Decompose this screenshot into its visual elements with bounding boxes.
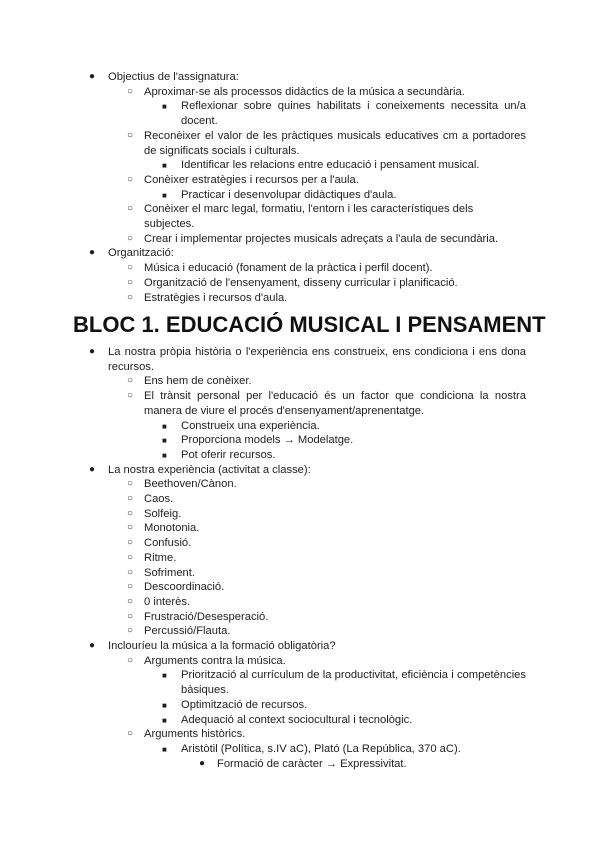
list-item bbox=[0, 463, 600, 478]
list-item bbox=[0, 448, 600, 463]
list-item-text: Organització: bbox=[108, 247, 174, 260]
list-item-text: Frustració/Desesperació. bbox=[144, 610, 269, 623]
list-item-text: Sofriment. bbox=[144, 566, 195, 579]
bullet-circle: ○ bbox=[127, 203, 134, 215]
bullet-square: ■ bbox=[162, 744, 167, 754]
list-item bbox=[0, 129, 600, 158]
list-item bbox=[0, 419, 600, 434]
list-item bbox=[0, 580, 600, 595]
list-item bbox=[0, 624, 600, 639]
list-item bbox=[0, 345, 600, 374]
bullet-circle: ○ bbox=[127, 375, 134, 387]
bullet-square: ■ bbox=[162, 436, 167, 446]
bullet-disc: ● bbox=[89, 463, 96, 475]
bullet-circle: ○ bbox=[127, 551, 134, 563]
list-item bbox=[0, 246, 600, 261]
list-item bbox=[0, 70, 600, 85]
bullet-circle: ○ bbox=[127, 291, 134, 303]
bullet-circle: ○ bbox=[127, 581, 134, 593]
list-item bbox=[0, 742, 600, 757]
list-item bbox=[0, 261, 600, 276]
bullet-square: ■ bbox=[162, 190, 167, 200]
list-item bbox=[0, 507, 600, 522]
bloc1-outline bbox=[0, 345, 600, 771]
list-item-text: Conèixer estratègies i recursos per a l'aula. bbox=[144, 173, 359, 186]
list-item bbox=[0, 698, 600, 713]
bullet-circle: ○ bbox=[127, 610, 134, 622]
list-item bbox=[0, 477, 600, 492]
bullet-circle: ○ bbox=[127, 654, 134, 666]
bullet-square: ■ bbox=[162, 700, 167, 710]
bullet-circle: ○ bbox=[127, 276, 134, 288]
bullet-circle: ○ bbox=[127, 522, 134, 534]
list-item-text: Practicar i desenvolupar didàctiques d'aula. bbox=[181, 188, 397, 201]
list-item-text: Monotonia. bbox=[144, 522, 200, 535]
bullet-disc: ● bbox=[199, 757, 206, 769]
bullet-circle: ○ bbox=[127, 595, 134, 607]
list-item-text: Ritme. bbox=[144, 551, 177, 564]
list-item bbox=[0, 713, 600, 728]
bullet-circle: ○ bbox=[127, 390, 134, 402]
list-item-text: El trànsit personal per l'educació és un factor que condiciona la nostra manera de viure el procés d'ensenyament/aprenentatge. bbox=[144, 390, 526, 417]
list-item-text: La nostra experiència (activitat a classe): bbox=[108, 463, 311, 476]
bullet-circle: ○ bbox=[127, 232, 134, 244]
bullet-square: ■ bbox=[162, 450, 167, 460]
list-item bbox=[0, 551, 600, 566]
bullet-square: ■ bbox=[162, 671, 167, 681]
bullet-circle: ○ bbox=[127, 625, 134, 637]
list-item bbox=[0, 757, 600, 772]
bullet-circle: ○ bbox=[127, 85, 134, 97]
list-item-text: Conèixer el marc legal, formatiu, l'entorn i les característiques dels subjectes. bbox=[144, 203, 474, 231]
list-item-text: Formació de caràcter → Expressivitat. bbox=[217, 757, 407, 770]
bullet-disc: ● bbox=[89, 71, 96, 82]
list-item-text: Pot oferir recursos. bbox=[181, 448, 276, 461]
list-item-text: Caos. bbox=[144, 493, 174, 506]
list-item bbox=[0, 521, 600, 536]
list-item bbox=[0, 276, 600, 291]
list-item-text: Aristòtil (Política, s.IV aC), Plató (La República, 370 aC). bbox=[181, 742, 461, 755]
list-item bbox=[0, 433, 600, 448]
list-item bbox=[0, 202, 600, 231]
list-item-text: Confusió. bbox=[144, 537, 192, 550]
bullet-square: ■ bbox=[162, 421, 167, 431]
list-item-text: Adequació al context sociocultural i tecnològic. bbox=[181, 713, 413, 726]
bullet-circle: ○ bbox=[127, 493, 134, 505]
list-item bbox=[0, 188, 600, 203]
list-item bbox=[0, 173, 600, 188]
list-item bbox=[0, 85, 600, 100]
list-item-text: Reflexionar sobre quines habilitats i coneixements necessita un/a docent. bbox=[181, 100, 526, 128]
list-item-text: Proporciona models → Modelatge. bbox=[181, 434, 354, 447]
list-item-text: Música i educació (fonament de la pràctica i perfil docent). bbox=[144, 262, 433, 275]
bullet-circle: ○ bbox=[127, 566, 134, 578]
list-item-text: Optimització de recursos. bbox=[181, 698, 308, 711]
list-item bbox=[0, 639, 600, 654]
bullet-circle: ○ bbox=[127, 537, 134, 549]
list-item-text: Construeix una experiència. bbox=[181, 419, 320, 432]
list-item bbox=[0, 291, 600, 306]
list-item bbox=[0, 389, 600, 418]
list-item-text: Inclouríeu la música a la formació obligatòria? bbox=[108, 640, 336, 653]
list-item-text: Crear i implementar projectes musicals adreçats a l'aula de secundària. bbox=[144, 232, 499, 245]
list-item-text: Arguments històrics. bbox=[144, 728, 246, 741]
bullet-disc: ● bbox=[89, 346, 96, 357]
bullet-square: ■ bbox=[162, 715, 167, 725]
bullet-circle: ○ bbox=[127, 728, 134, 740]
list-item-text: Estratègies i recursos d'aula. bbox=[144, 291, 288, 304]
bullet-circle: ○ bbox=[127, 262, 134, 274]
bullet-circle: ○ bbox=[127, 507, 134, 519]
list-item-text: Arguments contra la música. bbox=[144, 654, 286, 667]
list-item-text: Beethoven/Cànon. bbox=[144, 478, 237, 491]
list-item-text: La nostra pròpia història o l'experiència ens construeix, ens condiciona i ens dona recursos. bbox=[108, 346, 526, 373]
list-item bbox=[0, 492, 600, 507]
list-item bbox=[0, 668, 600, 697]
intro-outline bbox=[0, 70, 600, 305]
list-item-text: Objectius de l'assignatura: bbox=[108, 71, 239, 83]
list-item bbox=[0, 595, 600, 610]
list-item-text: Priorització al currículum de la productivitat, eficiència i competències bàsiques. bbox=[181, 669, 526, 697]
bullet-circle: ○ bbox=[127, 173, 134, 185]
list-item-text: Ens hem de conèixer. bbox=[144, 375, 252, 388]
list-item-text: 0 interès. bbox=[144, 595, 191, 608]
bullet-disc: ● bbox=[89, 247, 96, 259]
list-item-text: Reconèixer el valor de les pràctiques musicals educatives cm a portadores de significats socials i culturals. bbox=[144, 129, 526, 157]
list-item-text: Descoordinació. bbox=[144, 581, 225, 594]
list-item bbox=[0, 727, 600, 742]
list-item-text: Organització de l'ensenyament, disseny curricular i planificació. bbox=[144, 276, 458, 289]
bullet-square: ■ bbox=[162, 161, 167, 171]
bullet-circle: ○ bbox=[127, 478, 134, 490]
list-item-text: Aproximar-se als processos didàctics de la música a secundària. bbox=[144, 85, 465, 98]
section-heading: BLOC 1. EDUCACIÓ MUSICAL I PENSAMENT bbox=[73, 312, 546, 337]
list-item-text: Identificar les relacions entre educació i pensament musical. bbox=[181, 159, 480, 172]
list-item bbox=[0, 654, 600, 669]
list-item bbox=[0, 566, 600, 581]
list-item-text: Solfeig. bbox=[144, 507, 182, 520]
list-item bbox=[0, 99, 600, 128]
list-item bbox=[0, 374, 600, 389]
bullet-square: ■ bbox=[162, 102, 167, 112]
bullet-circle: ○ bbox=[127, 129, 134, 141]
bullet-disc: ● bbox=[89, 640, 96, 652]
list-item bbox=[0, 536, 600, 551]
list-item bbox=[0, 158, 600, 173]
list-item bbox=[0, 610, 600, 625]
list-item-text: Percussió/Flauta. bbox=[144, 625, 231, 638]
list-item bbox=[0, 232, 600, 247]
